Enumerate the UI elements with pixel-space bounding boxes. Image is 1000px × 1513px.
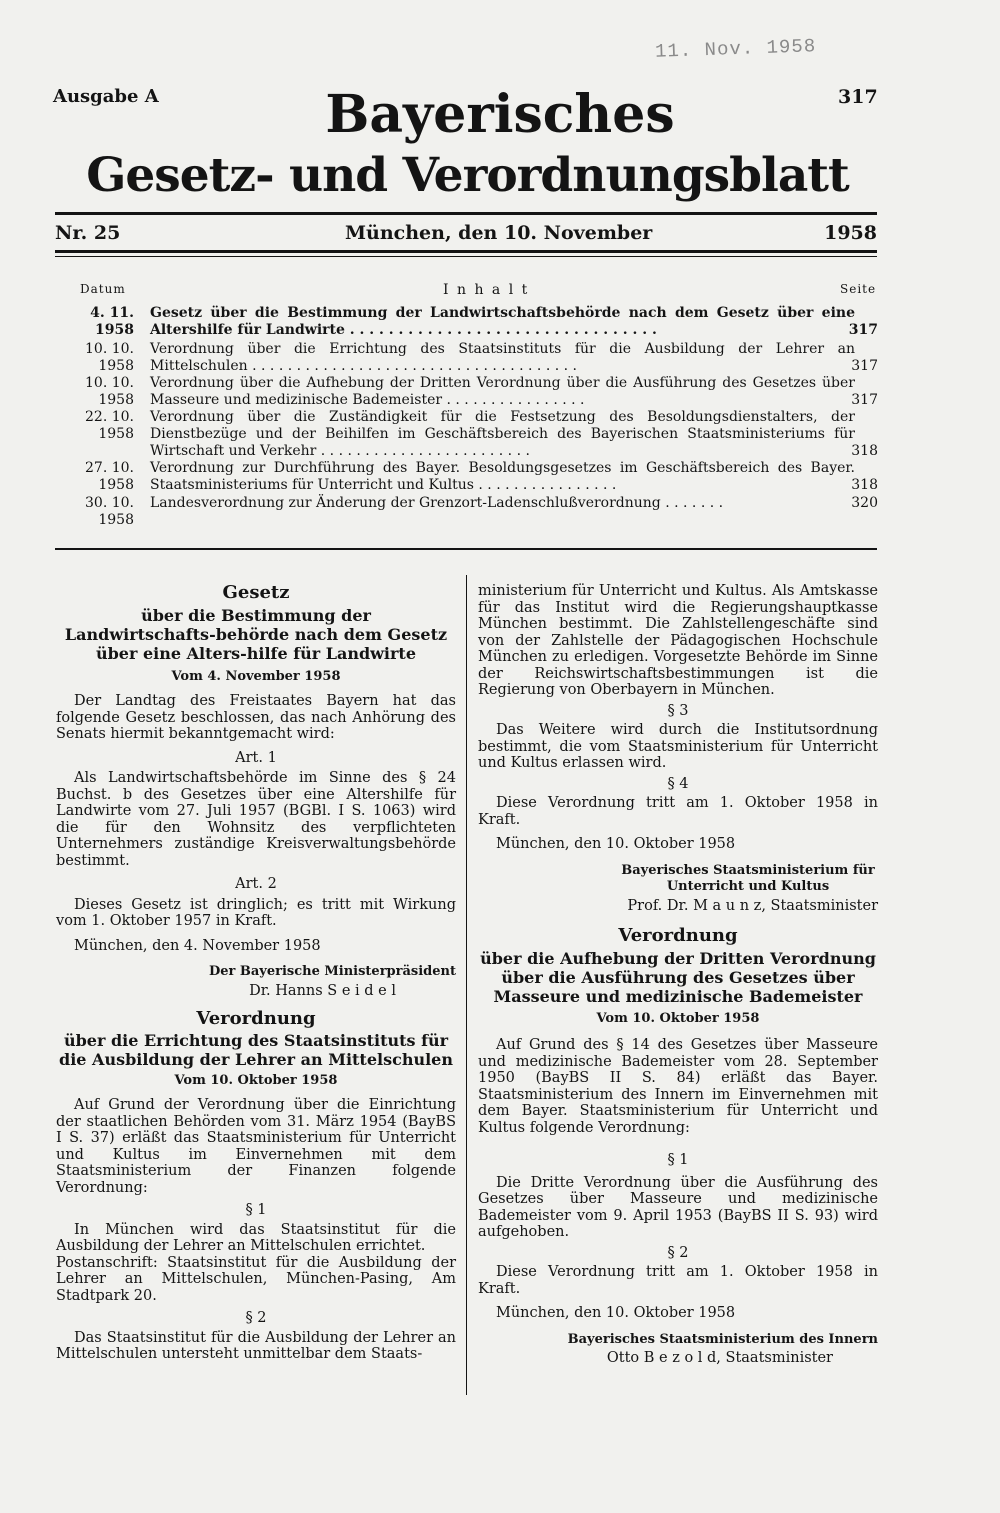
toc-title: Landesverordnung zur Änderung der Grenzort-Ladenschlußverordnung . . . . . . . [150, 495, 724, 511]
toc-row [50, 409, 878, 460]
toc-page: 317 [851, 358, 878, 374]
vo2-section1-label: § 1 [667, 1152, 689, 1168]
vo1-section3-label: § 3 [667, 702, 689, 719]
column-divider [466, 575, 467, 1395]
vo1-section2-text: Das Staatsinstitut für die Ausbildung der Lehrer an Mittelschulen untersteht unmittelbar dem Staats- [56, 1329, 456, 1362]
toc-row [50, 341, 878, 375]
toc-page: 318 [851, 477, 878, 493]
vo1-signer: Prof. Dr. M a u n z, Staatsminister [627, 897, 878, 914]
toc-row [50, 460, 878, 494]
toc-date: 4. 11. 1958 [90, 305, 134, 338]
vo2-signer-org: Bayerisches Staatsministerium des Innern [567, 1331, 878, 1347]
vo1-continuation: ministerium für Unterricht und Kultus. Als Amtskasse für das Institut wird die Regierungshauptkasse München bestimmt. Die Zahlstellengeschäfte sind von der Zahlstelle der Pädagogischen Hochschule München zu erledigen. Vorgesetzte Behörde im Sinne der Reichswirtschaftsbestimmungen ist die Regierung von Oberbayern in München. [478, 583, 878, 698]
issue-year: 1958 [824, 222, 877, 244]
vo1-date: Vom 10. Oktober 1958 [174, 1072, 338, 1088]
masthead-title-line1: Bayerisches [325, 84, 675, 145]
vo2-section2-text: Diese Verordnung tritt am 1. Oktober 1958 in Kraft. [478, 1264, 878, 1297]
toc-end-rule [55, 548, 877, 550]
law-art2-text: Dieses Gesetz ist dringlich; es tritt mit Wirkung vom 1. Oktober 1957 in Kraft. [56, 896, 456, 929]
vo1-title: über die Errichtung des Staatsinstituts für die Ausbildung der Lehrer an Mittelschulen [59, 1030, 453, 1069]
issue-place-date: München, den 10. November [345, 222, 653, 244]
vo1-section4-label: § 4 [667, 775, 689, 792]
top-rule [55, 212, 877, 215]
right-column [478, 583, 878, 1367]
vo1-section4-text: Diese Verordnung tritt am 1. Oktober 1958 in Kraft. [478, 795, 878, 828]
vo2-date: Vom 10. Oktober 1958 [596, 1010, 760, 1026]
law-art2-label: Art. 2 [235, 876, 277, 892]
toc-page: 318 [851, 443, 878, 459]
toc-date: 10. 10. 1958 [85, 375, 134, 408]
vo2-intro: Auf Grund des § 14 des Gesetzes über Masseure und medizinische Bademeister vom 28. September 1950 (BayBS II S. 84) erläßt das Bayer. Staatsministerium des Innern im Einvernehmen mit dem Bayer. Staatsministerium für Unterricht und Kultus folgende Verordnung: [478, 1037, 878, 1136]
toc-title: Verordnung über die Zuständigkeit für die Festsetzung des Besoldungsdienstalters, der Dienstbezüge und der Beihilfen im Geschäftsbereich des Bayerischen Staatsministeriums für Wirtschaft und Verkehr . . . . . . . . . . . . . . . . . . . . . . . . [150, 409, 855, 459]
toc-date: 10. 10. 1958 [85, 341, 134, 374]
law-place-date: München, den 4. November 1958 [74, 937, 321, 954]
toc-title: Gesetz über die Bestimmung der Landwirtschaftsbehörde nach dem Gesetz über eine Altershilfe für Landwirte . . . . . . . . . . . . . . . . . . . . . . . . . . . . . . . . [150, 305, 855, 338]
toc-date: 22. 10. 1958 [85, 409, 134, 442]
toc-page: 320 [851, 495, 878, 511]
law-date: Vom 4. November 1958 [171, 668, 341, 684]
vo1-heading: Verordnung [196, 1008, 316, 1029]
toc-row [50, 305, 878, 339]
vo2-place-date: München, den 10. Oktober 1958 [496, 1305, 736, 1321]
vo2-section2-label: § 2 [667, 1244, 689, 1261]
vo1-place-date: München, den 10. Oktober 1958 [496, 836, 736, 852]
law-art1-label: Art. 1 [235, 749, 277, 766]
page-number: 317 [838, 86, 878, 108]
vo1-postal-address: Postanschrift: Staatsinstitut für die Ausbildung der Lehrer an Mittelschulen, München-Pasing, Am Stadtpark 20. [56, 1254, 456, 1304]
toc-content-header: I n h a l t [443, 282, 530, 298]
toc-title: Verordnung über die Aufhebung der Dritten Verordnung über die Ausführung des Gesetzes über Masseure und medizinische Bademeister . . . . . . . . . . . . . . . . [150, 375, 855, 408]
toc-title: Verordnung zur Durchführung des Bayer. Besoldungsgesetzes im Geschäftsbereich des Bayer. Staatsministeriums für Unterricht und Kultus . . . . . . . . . . . . . . . . [150, 460, 855, 493]
vo2-section1-text: Die Dritte Verordnung über die Ausführung des Gesetzes über Masseure und medizinische Bademeister vom 9. April 1953 (BayBS II S. 93) wird aufgehoben. [478, 1174, 878, 1240]
edition-label: Ausgabe A [53, 86, 159, 107]
vo1-section3-text: Das Weitere wird durch die Institutsordnung bestimmt, die vom Staatsministerium für Unterricht und Kultus erlassen wird. [478, 722, 878, 771]
issue-rule-thin [55, 256, 877, 257]
masthead-title-line2: Gesetz- und Verordnungsblatt [86, 148, 849, 203]
law-heading: Gesetz [222, 582, 290, 603]
toc-row [50, 495, 878, 528]
vo1-section2-label: § 2 [245, 1310, 267, 1326]
toc-title: Verordnung über die Errichtung des Staatsinstituts für die Ausbildung der Lehrer an Mittelschulen . . . . . . . . . . . . . . . . . . . . . . . . . . . . . . . . . . . . . [150, 341, 855, 374]
toc-date: 27. 10. 1958 [85, 460, 134, 493]
vo1-section1-text: In München wird das Staatsinstitut für die Ausbildung der Lehrer an Mittelschulen errichtet. [56, 1221, 456, 1254]
toc-date-header: Datum [80, 282, 126, 296]
toc-page: 317 [851, 392, 878, 408]
vo1-signer-org: Bayerisches Staatsministerium für Unterricht und Kultus [621, 862, 875, 894]
toc-page: 317 [848, 322, 878, 338]
law-signer-title: Der Bayerische Ministerpräsident [208, 964, 456, 979]
law-intro: Der Landtag des Freistaates Bayern hat das folgende Gesetz beschlossen, das nach Anhörung des Senats hiermit bekanntgemacht wird: [56, 693, 456, 742]
vo2-signer: Otto B e z o l d, Staatsminister [606, 1350, 833, 1366]
vo2-heading: Verordnung [618, 925, 738, 946]
left-column [56, 582, 456, 1363]
received-stamp: 11. Nov. 1958 [654, 35, 817, 63]
issue-number: Nr. 25 [55, 222, 121, 244]
vo1-intro: Auf Grund der Verordnung über die Einrichtung der staatlichen Behörden vom 31. März 1954 (BayBS I S. 37) erläßt das Staatsministerium für Unterricht und Kultus im Einvernehmen mit dem Staatsministerium der Finanzen folgende Verordnung: [56, 1097, 456, 1196]
issue-rule [55, 250, 877, 253]
law-title: über die Bestimmung der Landwirtschafts-behörde nach dem Gesetz über eine Alters-hilfe für Landwirte [64, 605, 448, 663]
law-art1-text: Als Landwirtschaftsbehörde im Sinne des § 24 Buchst. b des Gesetzes über eine Altershilfe für Landwirte vom 27. Juli 1957 (BGBl. I S. 1063) wird die für den Wohnsitz des verpflichteten Unternehmers zuständige Kreisverwaltungsbehörde bestimmt. [56, 770, 456, 869]
law-signer: Dr. Hanns S e i d e l [249, 982, 396, 999]
toc-date: 30. 10. 1958 [85, 495, 134, 528]
vo1-section1-label: § 1 [245, 1202, 267, 1218]
toc-page-header: Seite [840, 282, 877, 296]
toc-row [50, 375, 878, 409]
vo2-title: über die Aufhebung der Dritten Verordnung über die Ausführung des Gesetzes über Masseure und medizinische Bademeister [480, 948, 876, 1006]
